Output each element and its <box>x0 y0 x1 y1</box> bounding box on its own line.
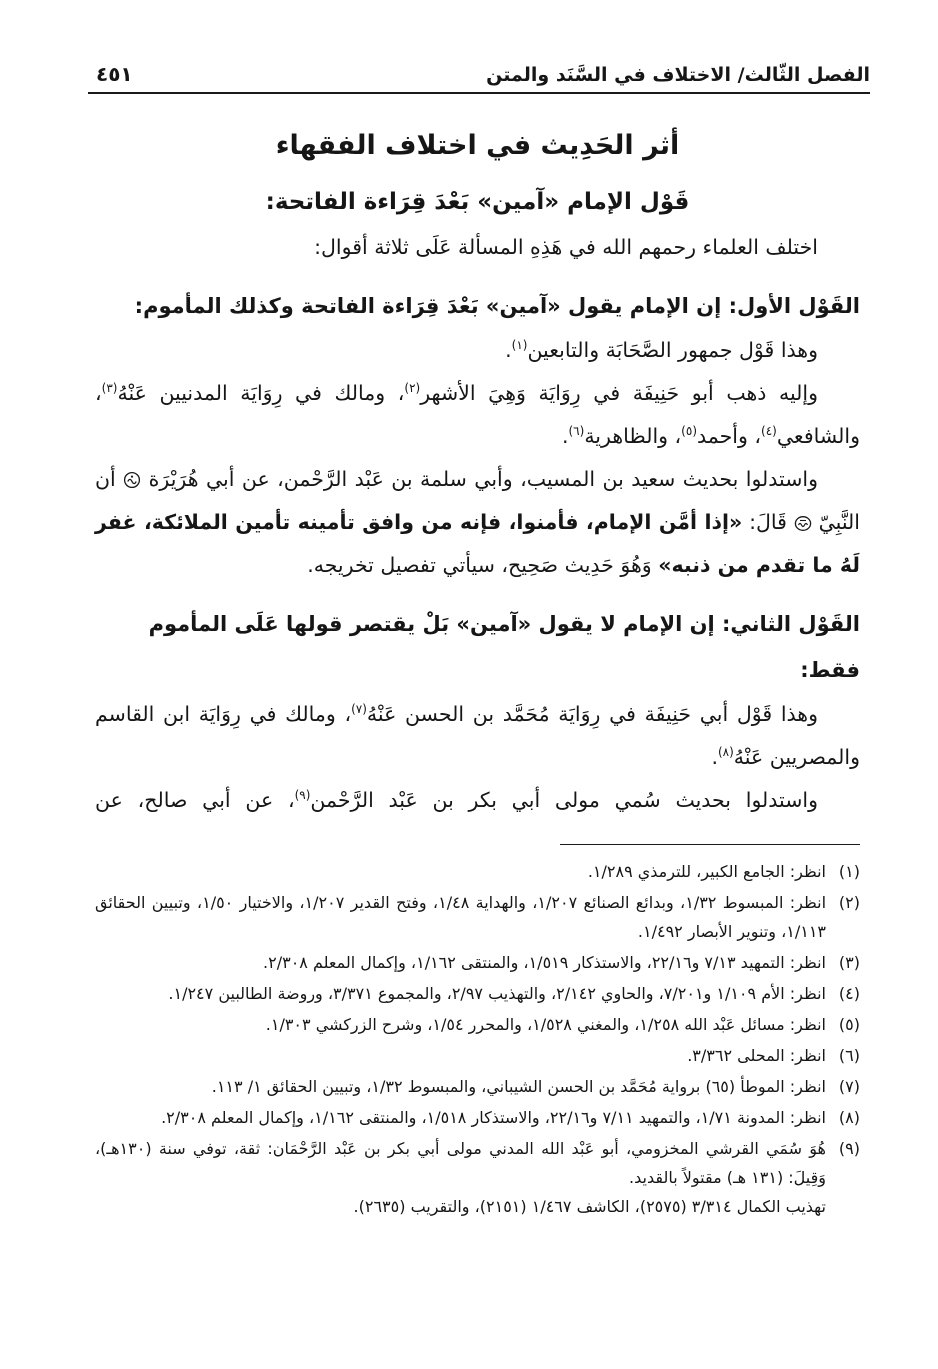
footnote-4 <box>95 979 860 1008</box>
opinion-1-paragraph-1 <box>95 329 860 372</box>
footnote-marker: (١) <box>511 338 528 353</box>
footnote-text: هُوَ سُمَي القرشي المخزومي، أبو عَبْد الله المدني مولى أبي بكر بن عَبْد الرَّحْمَان: ثقة، توفي سنة (١٣٠هـ)، وَقِيلَ: (١٣١ هـ) مقتولاً بالقديد. <box>95 1139 826 1187</box>
footnote-1 <box>95 857 860 886</box>
page-content <box>95 118 860 1223</box>
footnote-source: تهذيب الكمال ٣/٣١٤ (٢٥٧٥)، الكاشف ١/٤٦٧ (٢١٥١)، والتقريب (٢٦٣٥). <box>353 1197 826 1216</box>
chapter-title: الفصل الثّالث/ الاختلاف في السَّنَد والمتن <box>486 64 870 86</box>
intro-paragraph: اختلف العلماء رحمهم الله في هَذِهِ المسألة عَلَى ثلاثة أقوال: <box>314 235 818 259</box>
footnote-number: (٧) <box>838 1077 860 1096</box>
opinion-2-heading: القَوْل الثاني: إن الإمام لا يقول «آمين» بَلْ يقتصر قولها عَلَى المأموم فقط: <box>148 612 860 682</box>
text-segment: ، ومالك في رِوَايَة المدنيين عَنْهُ <box>117 381 405 405</box>
text-segment: وهذا قَوْل جمهور الصَّحَابَة والتابعين <box>527 338 818 362</box>
footnote-text: انظر: مسائل عَبْد الله ١/٢٥٨، والمغني ١/٥٢٨، والمحرر ١/٥٤، وشرح الزركشي ١/٣٠٣. <box>265 1015 826 1034</box>
opinion-1-heading: القَوْل الأول: إن الإمام يقول «آمين» بَعْدَ قِرَاءة الفاتحة وكذلك المأموم: <box>134 294 860 318</box>
footnote-text: انظر: التمهيد ٧/١٣ و٢٢/١٦، والاستذكار ١/٥١٩، والمنتقى ١/١٦٢، وإكمال المعلم ٢/٣٠٨. <box>263 953 826 972</box>
footnote-marker: (٣) <box>101 381 118 396</box>
running-header <box>88 42 870 94</box>
text-segment: ، ومالك في رِوَايَة ابن القاسم والمصريين عَنْهُ <box>95 702 860 769</box>
footnote-3 <box>95 948 860 977</box>
text-segment: ، والظاهرية <box>584 424 682 448</box>
opinion-2-paragraph-2 <box>95 779 860 822</box>
text-segment: واستدلوا بحديث سُمي مولى أبي بكر بن عَبْد الرَّحْمن <box>310 788 818 812</box>
footnote-text: انظر: الجامع الكبير، للترمذي ١/٢٨٩. <box>587 862 826 881</box>
text-segment: . <box>561 424 569 448</box>
opinion-1-paragraph-2 <box>95 372 860 458</box>
footnote-number: (٤) <box>838 984 860 1003</box>
footnote-number: (٢) <box>838 893 860 912</box>
footnotes <box>95 857 860 1221</box>
opinion-1-paragraph-3 <box>95 458 860 587</box>
text-segment: ، والشافعي <box>95 381 860 448</box>
text-segment: ، عن أبي صالح، عن <box>95 788 295 812</box>
footnote-8 <box>95 1103 860 1132</box>
footnote-9 <box>95 1134 860 1221</box>
footnote-6 <box>95 1041 860 1070</box>
footnote-marker: (٩) <box>294 788 311 803</box>
radiallahu-anhu-icon <box>123 471 141 489</box>
footnote-marker: (٨) <box>717 745 734 760</box>
footnote-number: (١) <box>838 862 860 881</box>
footnote-text: انظر: المبسوط ١/٣٢، وبدائع الصنائع ١/٢٠٧، والهداية ١/٤٨، وفتح القدير ١/٢٠٧، والاختيار ١/٥٠، وتبيين الحقائق ١/١١٣، وتنوير الأبصار ١/٤٩٢. <box>95 893 827 941</box>
footnote-number: (٣) <box>838 953 860 972</box>
text-segment: وَهُوَ حَدِيث صَحِيح، سيأتي تفصيل تخريجه. <box>307 553 659 577</box>
topic-heading: قَوْل الإمام «آمين» بَعْدَ قِرَاءة الفاتحة: <box>265 189 690 215</box>
footnote-7 <box>95 1072 860 1101</box>
footnote-text: انظر: المدونة ١/٧١، والتمهيد ٧/١١ و٢٢/١٦، والاستذكار ١/٥١٨، والمنتقى ١/١٦٢، وإكمال المعلم ٢/٣٠٨. <box>161 1108 826 1127</box>
hadith-quote: «إذا أمَّن الإمام، فأمنوا، فإنه من وافق تأمينه تأمين الملائكة، غفر لَهُ ما تقدم من ذنبه» <box>95 510 860 577</box>
text-segment: وهذا قَوْل أبي حَنِيفَة في رِوَايَة مُحَمَّد بن الحسن عَنْهُ <box>366 702 818 726</box>
text-segment: وإليه ذهب أبو حَنِيفَة في رِوَايَة وَهِيَ الأشهر <box>420 381 818 405</box>
sallallahu-alayhi-wasallam-icon <box>794 514 812 532</box>
footnote-marker: (٧) <box>351 702 367 717</box>
footnote-text: انظر: الأم ١/١٠٩ و٧/٢٠١، والحاوي ٢/١٤٢، والتهذيب ٢/٩٧، والمجموع ٣/٣٧١، وروضة الطالبين ١/٢٤٧. <box>168 984 826 1003</box>
footnote-separator <box>560 844 860 845</box>
footnote-number: (٦) <box>838 1046 860 1065</box>
footnote-marker: (٢) <box>404 381 421 396</box>
footnote-text: انظر: المحلى ٣/٣٦٢. <box>687 1046 826 1065</box>
footnote-marker: (٤) <box>761 424 777 439</box>
text-segment: ، وأحمد <box>697 424 762 448</box>
footnote-5 <box>95 1010 860 1039</box>
footnote-marker: (٦) <box>568 424 585 439</box>
text-segment: . <box>711 745 718 769</box>
page-number: ٤٥١ <box>96 62 133 86</box>
opinion-2-paragraph-1 <box>95 693 860 779</box>
text-segment: قَالَ: <box>742 510 794 534</box>
text-segment: أن النَّبِيّ <box>95 467 860 534</box>
footnote-number: (٨) <box>838 1108 860 1127</box>
section-title: أثر الحَدِيث في اختلاف الفقهاء <box>275 130 680 161</box>
footnote-2 <box>95 888 860 946</box>
footnote-text: انظر: الموطأ (٦٥) برواية مُحَمَّد بن الحسن الشيباني، والمبسوط ١/٣٢، وتبيين الحقائق ١/ ١١٣. <box>211 1077 826 1096</box>
footnote-number: (٩) <box>838 1139 860 1158</box>
footnote-number: (٥) <box>838 1015 860 1034</box>
footnote-marker: (٥) <box>681 424 697 439</box>
text-segment: واستدلوا بحديث سعيد بن المسيب، وأبي سلمة بن عَبْد الرَّحْمن، عن أبي هُرَيْرَة <box>141 467 818 491</box>
text-segment: . <box>505 338 512 362</box>
